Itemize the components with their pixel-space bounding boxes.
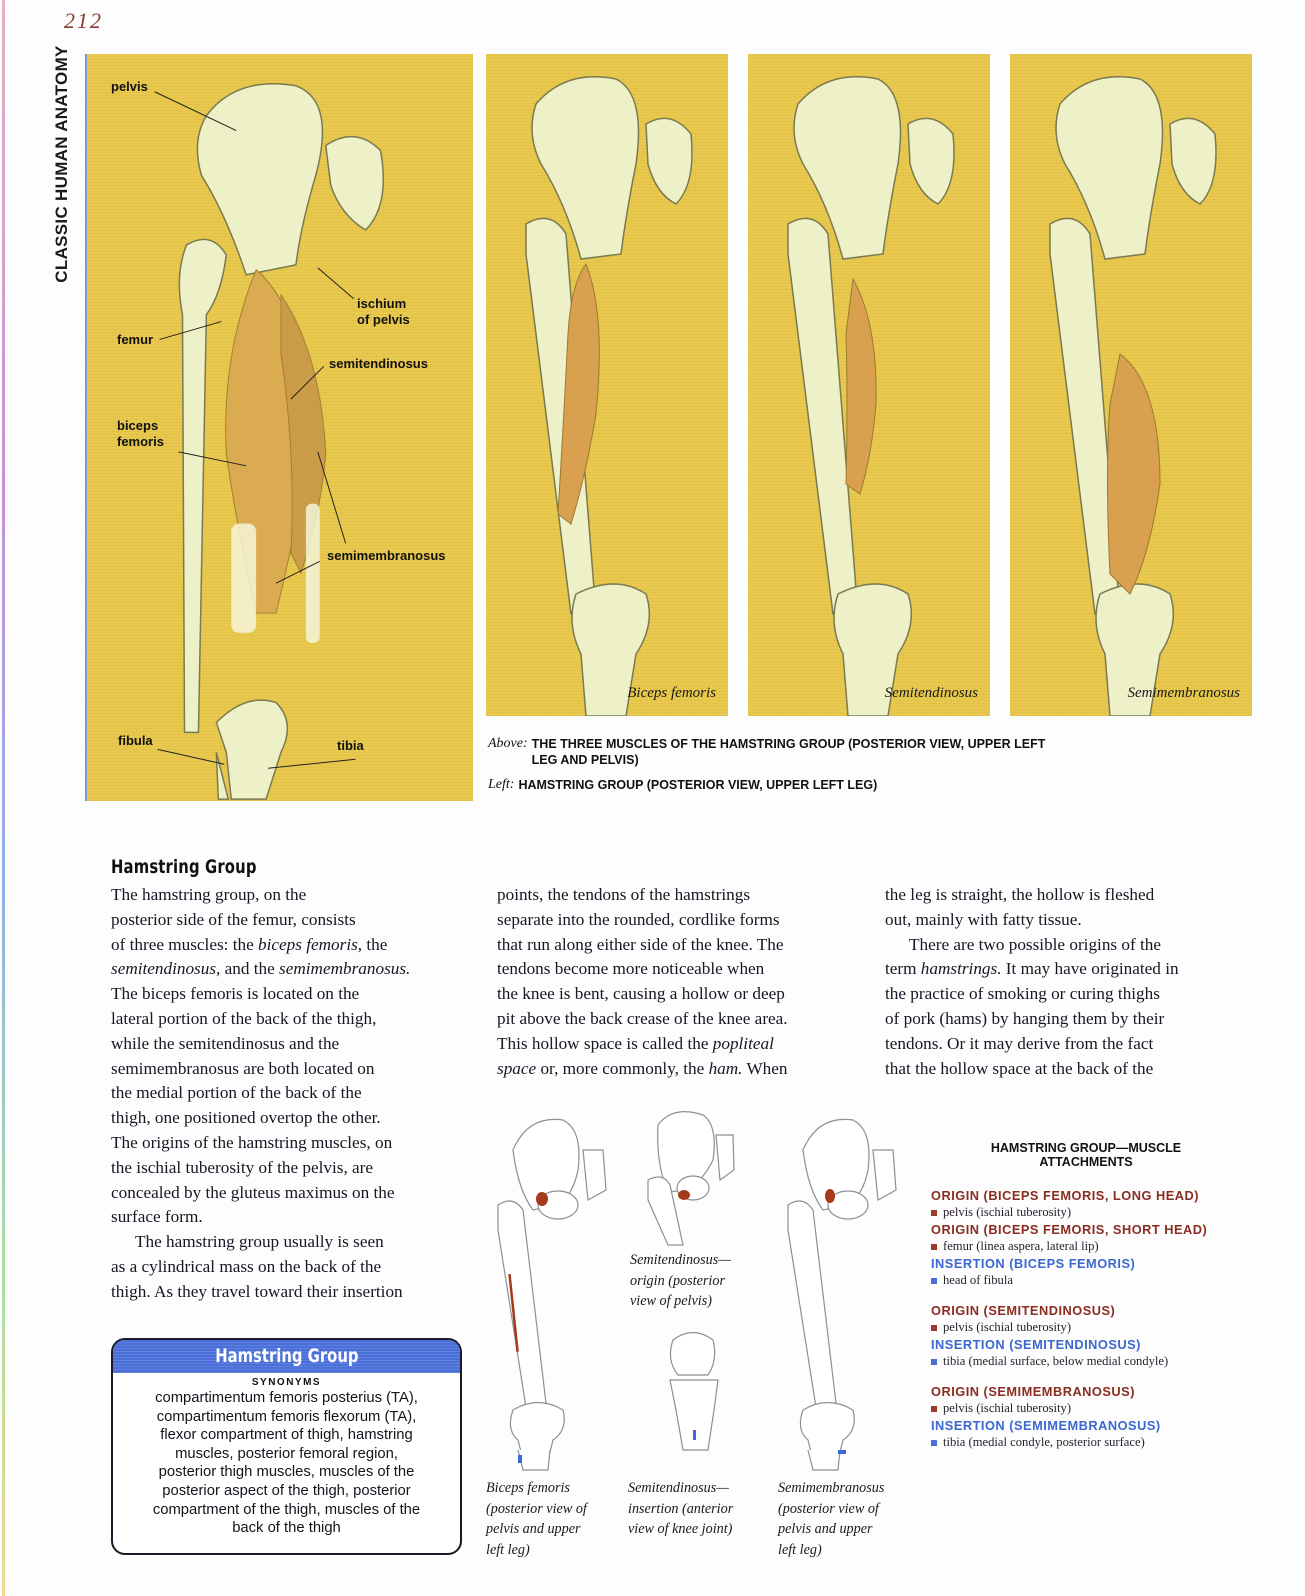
caption-above-text: THE THREE MUSCLES OF THE HAMSTRING GROUP (POSTERIOR VIEW, UPPER LEFT LEG AND PELVIS) <box>531 737 1046 767</box>
origin-site <box>931 1400 1251 1417</box>
text-line: the leg is straight, the hollow is fleshed <box>885 885 1155 904</box>
text-line: The hamstring group, on the <box>111 885 307 904</box>
caption-above <box>488 736 1268 768</box>
caption-line: pelvis and upper <box>778 1521 873 1537</box>
square-bullet-icon <box>931 1440 937 1446</box>
site-text: head of fibula <box>943 1273 1013 1287</box>
insertion-site <box>931 1272 1251 1289</box>
text-line: pit above the back crease of the knee area. <box>497 1008 788 1028</box>
text-line: that run along either side of the knee. The <box>497 934 784 954</box>
label-biceps-2: femoris <box>117 434 164 449</box>
origin-site <box>931 1238 1251 1255</box>
caption-line: left leg) <box>778 1541 822 1558</box>
synonyms-list <box>113 1388 460 1538</box>
text-line: out, mainly with fatty tissue. <box>885 909 1082 929</box>
square-bullet-icon <box>931 1210 937 1216</box>
synonym-line: muscles, posterior femoral region, <box>175 1445 398 1462</box>
caption-line: view of pelvis) <box>630 1293 712 1309</box>
site-text: tibia (medial surface, below medial condyle) <box>943 1354 1169 1368</box>
text-line: that the hollow space at the back of the <box>885 1058 1154 1078</box>
insertion-site <box>931 1353 1251 1370</box>
main-hamstring-illustration <box>85 54 473 801</box>
caption-line: pelvis and upper <box>486 1521 581 1537</box>
label-semitendinosus: semitendinosus <box>329 356 428 371</box>
panel-semimembranosus <box>1010 54 1252 716</box>
text-line: the knee is bent, causing a hollow or deep <box>497 984 785 1004</box>
caption-line: (posterior view of <box>778 1500 879 1517</box>
site-text: pelvis (ischial tuberosity) <box>943 1401 1072 1415</box>
text-line: This hollow space is called the popliteal <box>497 1033 774 1053</box>
page-number: 212 <box>64 8 103 33</box>
text-line: posterior side of the femur, consists <box>111 909 356 929</box>
origin-heading: ORIGIN (BICEPS FEMORIS, LONG HEAD) <box>931 1188 1199 1203</box>
attachments-title <box>921 1141 1251 1169</box>
caption-left <box>488 777 1268 793</box>
figure-captions <box>488 736 1268 793</box>
attachment-group <box>931 1383 1251 1451</box>
origin-heading: ORIGIN (SEMITENDINOSUS) <box>931 1303 1116 1318</box>
text-line: There are two possible origins of the <box>909 934 1162 954</box>
text-line: the medial portion of the back of the <box>111 1083 362 1103</box>
text-line: space or, more commonly, the ham. When <box>497 1058 788 1078</box>
panel-biceps-femoris <box>486 54 728 716</box>
synonyms-subtitle: SYNONYMS <box>251 1377 322 1388</box>
panel-caption-semimembranosus: Semimembranosus <box>1127 685 1240 701</box>
text-line: as a cylindrical mass on the back of the <box>111 1256 382 1276</box>
caption-line: Semimembranosus <box>778 1480 885 1496</box>
insertion-heading: INSERTION (SEMIMEMBRANOSUS) <box>931 1418 1161 1433</box>
synonyms-box-title: Hamstring Group <box>214 1345 359 1367</box>
diagram-caption-biceps <box>486 1478 587 1560</box>
insertion-heading: INSERTION (SEMITENDINOSUS) <box>931 1337 1141 1352</box>
muscle-attachments-list <box>931 1141 1251 1451</box>
semitendinosus-drawing <box>748 54 990 716</box>
text-line: separate into the rounded, cordlike forms <box>497 909 780 929</box>
semimembranosus-drawing <box>1010 54 1252 716</box>
caption-line: insertion (anterior <box>628 1500 734 1517</box>
synonym-line: posterior aspect of the thigh, posterior <box>162 1482 411 1499</box>
attachments-title-line-2: ATTACHMENTS <box>1039 1155 1133 1169</box>
text-line: concealed by the gluteus maximus on the <box>111 1182 395 1202</box>
origin-site <box>931 1319 1251 1336</box>
attachment-group <box>931 1302 1251 1370</box>
square-bullet-icon <box>931 1359 937 1365</box>
text-line: The biceps femoris is located on the <box>111 984 360 1004</box>
caption-line: left leg) <box>486 1541 530 1558</box>
synonyms-box <box>111 1338 462 1555</box>
caption-above-lead: Above: <box>488 736 528 751</box>
attachment-diagrams <box>486 1110 918 1558</box>
text-line: semimembranosus are both located on <box>111 1058 375 1078</box>
label-fibula: fibula <box>118 733 153 748</box>
text-line: term hamstrings. It may have originated in <box>885 959 1179 979</box>
attachment-groups <box>931 1187 1251 1451</box>
text-line: of pork (hams) by hanging them by their <box>885 1008 1165 1028</box>
diagram-caption-semit-origin <box>630 1250 731 1312</box>
site-text: pelvis (ischial tuberosity) <box>943 1320 1072 1334</box>
attachments-title-line-1: HAMSTRING GROUP—MUSCLE <box>990 1141 1182 1155</box>
square-bullet-icon <box>931 1278 937 1284</box>
diagram-caption-semit-insertion <box>628 1478 733 1540</box>
text-line: tendons. Or it may derive from the fact <box>885 1033 1154 1053</box>
caption-line: Semitendinosus— <box>630 1252 731 1268</box>
running-head-text: CLASSIC HUMAN ANATOMY <box>52 45 71 283</box>
label-ischium-2: of pelvis <box>357 312 410 327</box>
biceps-femoris-drawing <box>486 54 728 716</box>
caption-line: Biceps femoris <box>486 1480 570 1496</box>
text-line: surface form. <box>111 1207 203 1227</box>
body-column-1 <box>111 883 410 1305</box>
text-line: thigh. As they travel toward their insertion <box>111 1281 403 1301</box>
text-line: semitendinosus, and the semimembranosus. <box>111 959 411 979</box>
synonym-line: compartment of the thigh, muscles of the <box>152 1501 421 1518</box>
page-edge-strip <box>2 0 5 1596</box>
caption-left-text: HAMSTRING GROUP (POSTERIOR VIEW, UPPER LEFT LEG) <box>518 778 878 792</box>
label-ischium-1: ischium <box>357 296 407 311</box>
origin-heading: ORIGIN (SEMIMEMBRANOSUS) <box>931 1384 1135 1399</box>
section-heading: Hamstring Group <box>111 856 257 878</box>
insertion-heading: INSERTION (BICEPS FEMORIS) <box>931 1256 1136 1271</box>
label-tibia: tibia <box>337 738 364 753</box>
text-line: while the semitendinosus and the <box>111 1033 340 1053</box>
caption-line: Semitendinosus— <box>628 1480 729 1496</box>
label-femur: femur <box>117 332 154 347</box>
panel-semitendinosus <box>748 54 990 716</box>
site-text: tibia (medial condyle, posterior surface) <box>943 1435 1145 1449</box>
caption-line: view of knee joint) <box>628 1521 733 1537</box>
synonym-line: compartimentum femoris posterius (TA), <box>155 1390 418 1406</box>
text-line: the practice of smoking or curing thighs <box>885 984 1160 1004</box>
synonym-line: back of the thigh <box>232 1520 341 1537</box>
diagram-caption-semim <box>778 1478 884 1560</box>
synonym-line: posterior thigh muscles, muscles of the <box>158 1464 415 1481</box>
synonym-line: compartimentum femoris flexorum (TA), <box>156 1408 417 1425</box>
label-pelvis: pelvis <box>111 79 148 94</box>
synonym-line: flexor compartment of thigh, hamstring <box>160 1427 413 1444</box>
origin-heading: ORIGIN (BICEPS FEMORIS, SHORT HEAD) <box>931 1222 1208 1237</box>
body-column-3 <box>885 883 1179 1081</box>
square-bullet-icon <box>931 1325 937 1331</box>
text-line: of three muscles: the biceps femoris, the <box>111 934 388 954</box>
synonyms-box-header <box>113 1340 460 1373</box>
running-head <box>52 45 72 283</box>
text-line: The hamstring group usually is seen <box>135 1232 384 1252</box>
insertion-site <box>931 1434 1251 1451</box>
label-semimembranosus: semimembranosus <box>327 548 446 563</box>
square-bullet-icon <box>931 1244 937 1250</box>
text-line: the ischial tuberosity of the pelvis, are <box>111 1157 374 1177</box>
label-biceps-1: biceps <box>117 418 159 433</box>
text-line: The origins of the hamstring muscles, on <box>111 1132 393 1152</box>
caption-line: (posterior view of <box>486 1500 587 1517</box>
attachment-group <box>931 1187 1251 1289</box>
caption-left-lead: Left: <box>488 777 515 792</box>
panel-caption-semitendinosus: Semitendinosus <box>884 685 978 701</box>
site-text: pelvis (ischial tuberosity) <box>943 1205 1072 1219</box>
caption-line: origin (posterior <box>630 1272 725 1289</box>
text-line: points, the tendons of the hamstrings <box>497 885 751 904</box>
text-line: thigh, one positioned overtop the other. <box>111 1108 381 1128</box>
body-column-2 <box>497 883 788 1081</box>
square-bullet-icon <box>931 1406 937 1412</box>
site-text: femur (linea aspera, lateral lip) <box>943 1239 1099 1253</box>
panel-caption-biceps: Biceps femoris <box>627 685 716 701</box>
origin-site <box>931 1204 1251 1221</box>
text-line: lateral portion of the back of the thigh, <box>111 1008 377 1028</box>
text-line: tendons become more noticeable when <box>497 959 765 979</box>
